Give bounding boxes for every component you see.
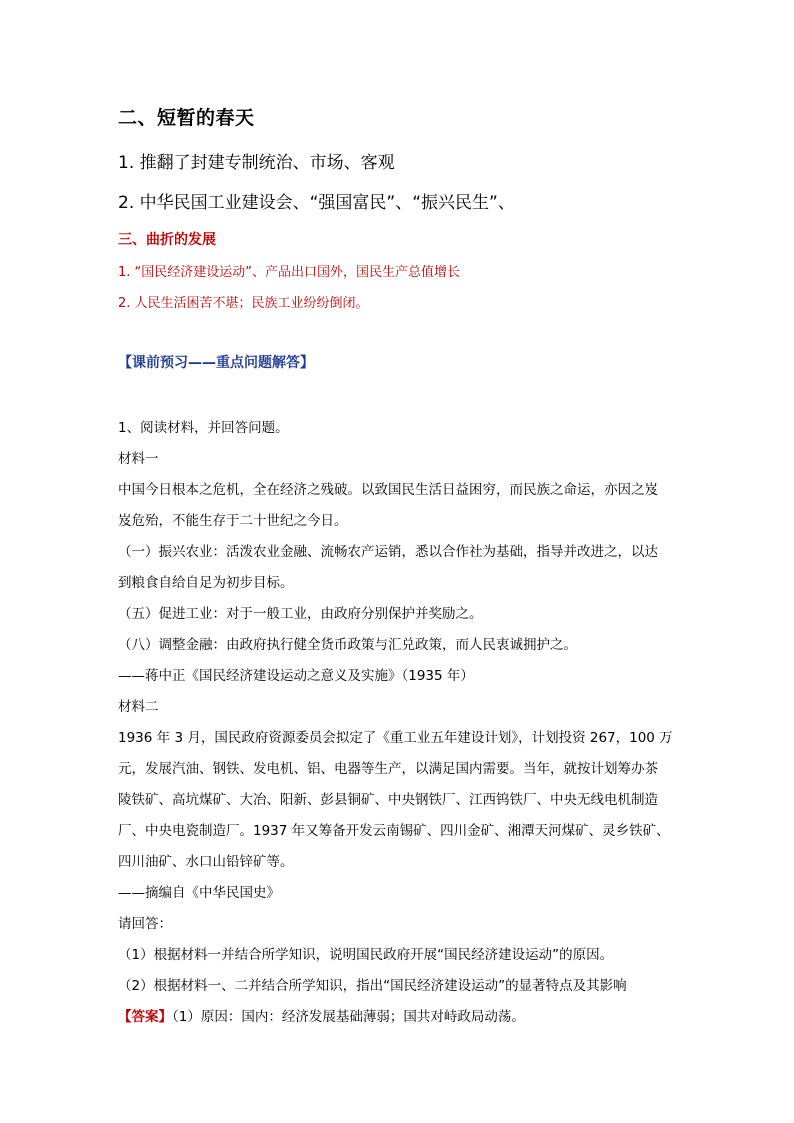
- preview-heading: 【课前预习——重点问题解答】: [118, 355, 314, 371]
- material-one-title: 材料一: [118, 451, 159, 467]
- material-two-source: ——摘编自《中华民国史》: [118, 885, 280, 901]
- material-one-line: （一）振兴农业：活泼农业金融、流畅农产运销，悉以合作社为基础，指导并改进之，以达: [118, 544, 658, 560]
- material-one-line: 到粮食自给自足为初步目标。: [118, 575, 294, 591]
- question-intro: 1、阅读材料，并回答问题。: [118, 420, 289, 436]
- section-heading-tortuous-development: 三、曲折的发展: [118, 232, 216, 248]
- material-one-line: 中国今日根本之危机，全在经济之残破。以致国民生活日益困穷，而民族之命运，亦因之岌: [118, 482, 658, 498]
- material-two-line: 陵铁矿、高坑煤矿、大冶、阳新、彭县铜矿、中央钢铁厂、江西钨铁厂、中央无线电机制造: [118, 792, 658, 808]
- answer-prompt: 请回答：: [118, 916, 172, 932]
- material-one-line: 岌危殆，不能生存于二十世纪之今日。: [118, 513, 348, 529]
- section2-item-2: 2. 中华民国工业建设会、“强国富民”、“振兴民生”、: [118, 193, 515, 213]
- material-one-line: （八）调整金融：由政府执行健全货币政策与汇兑政策，而人民衷诚拥护之。: [118, 637, 577, 653]
- material-one-source: ——蒋中正《国民经济建设运动之意义及实施》（1935 年）: [118, 668, 474, 684]
- answer-label: 【答案】: [118, 1009, 172, 1025]
- section3-item-1: 1. “国民经济建设运动”、产品出口国外，国民生产总值增长: [118, 265, 461, 280]
- material-two-line: 元，发展汽油、钢铁、发电机、铝、电器等生产，以满足国内需要。当年，就按计划筹办茶: [118, 761, 658, 777]
- material-one-line: （五）促进工业：对于一般工业，由政府分别保护并奖励之。: [118, 606, 483, 622]
- sub-question-2: （2）根据材料一、二并结合所学知识，指出“国民经济建设运动”的显著特点及其影响: [118, 978, 627, 994]
- sub-question-1: （1）根据材料一并结合所学知识，说明国民政府开展“国民经济建设运动”的原因。: [118, 947, 614, 963]
- section3-item-2: 2. 人民生活困苦不堪；民族工业纷纷倒闭。: [118, 296, 369, 311]
- material-two-line: 厂、中央电瓷制造厂。1937 年又筹备开发云南锡矿、四川金矿、湘潭天河煤矿、灵乡铁矿、: [118, 823, 670, 839]
- material-two-line: 四川油矿、水口山铅锌矿等。: [118, 854, 294, 870]
- answer-line: [118, 1005, 525, 1025]
- material-two-title: 材料二: [118, 699, 159, 715]
- section2-item-1: 1. 推翻了封建专制统治、市场、客观: [118, 153, 395, 173]
- section-heading-short-spring: 二、短暂的春天: [118, 107, 255, 129]
- answer-text: （1）原因：国内：经济发展基础薄弱；国共对峙政局动荡。: [172, 1009, 525, 1025]
- material-two-line: 1936 年 3 月，国民政府资源委员会拟定了《重工业五年建设计划》，计划投资 267，100 万: [118, 730, 673, 746]
